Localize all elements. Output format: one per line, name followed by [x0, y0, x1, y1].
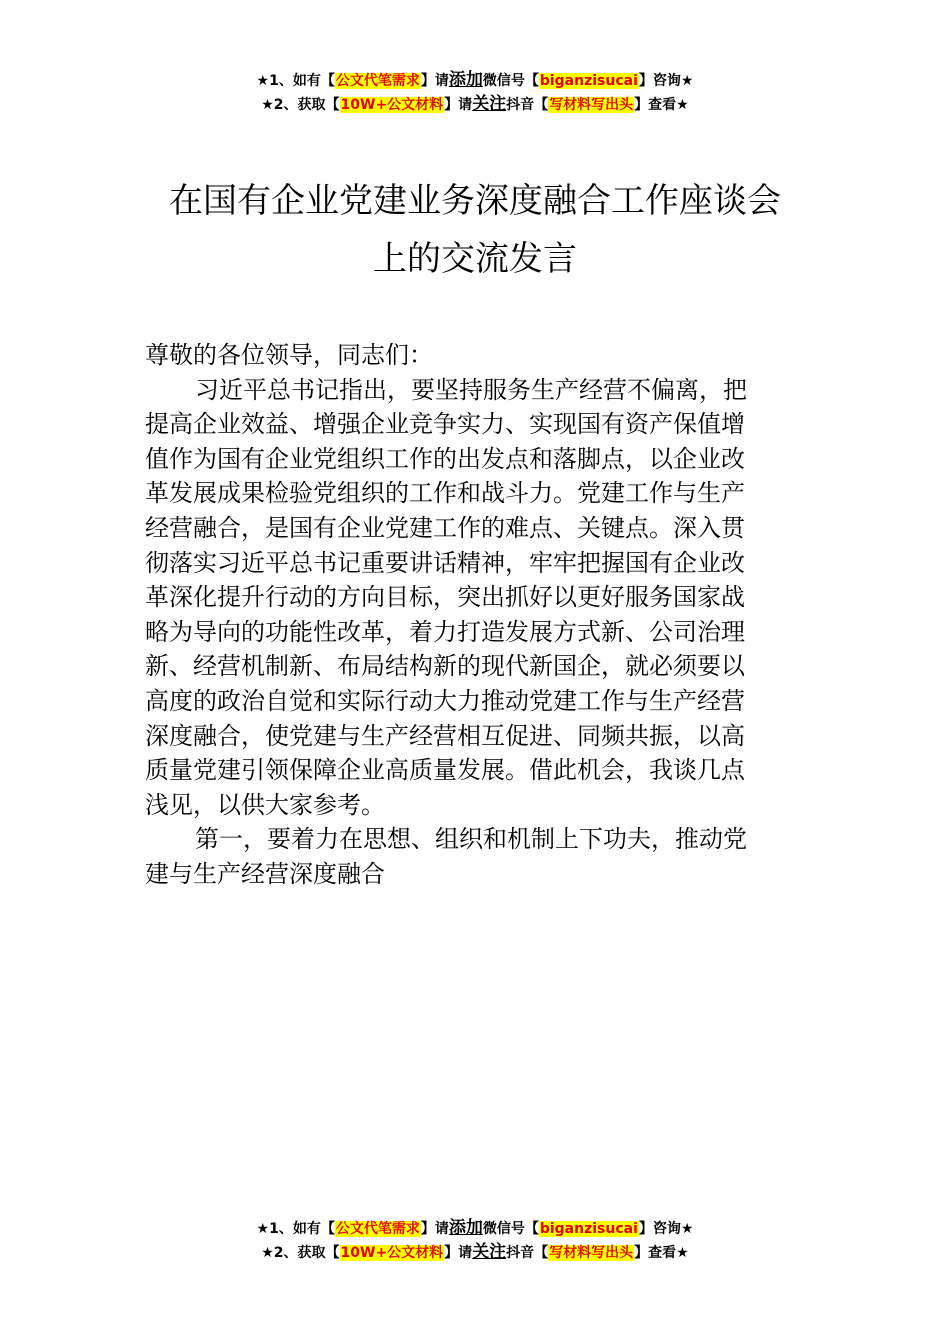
text-line: 习近平总书记指出，要坚持服务生产经营不偏离，把 — [195, 375, 747, 404]
header-promo-banner — [0, 69, 950, 117]
promo-line-2: ★2、获取【10W+公文材料】请关注抖音【写材料写出头】查看★ — [261, 94, 689, 114]
document-title — [120, 172, 830, 288]
text-line: 提高企业效益、增强企业竞争实力、实现国有资产保值增 — [145, 410, 745, 439]
text-line: 第一，要着力在思想、组织和机制上下功夫，推动党 — [195, 825, 747, 854]
text-line: 建与生产经营深度融合 — [145, 859, 385, 888]
title-line: 上的交流发言 — [373, 239, 577, 279]
salutation: 尊敬的各位领导，同志们： — [145, 341, 433, 369]
promo-line-1: ★1、如有【公文代笔需求】请添加微信号【biganzisucai】咨询★ — [256, 70, 694, 90]
document-body — [145, 338, 825, 892]
promo-line-2: ★2、获取【10W+公文材料】请关注抖音【写材料写出头】查看★ — [261, 1242, 689, 1262]
text-line: 高度的政治自觉和实际行动大力推动党建工作与生产经营 — [145, 686, 745, 715]
text-line: 经营融合，是国有企业党建工作的难点、关键点。深入贯 — [145, 513, 745, 542]
text-line: 质量党建引领保障企业高质量发展。借此机会，我谈几点 — [145, 756, 745, 785]
text-line: 略为导向的功能性改革，着力打造发展方式新、公司治理 — [145, 617, 745, 646]
douyin-id-highlight: 写材料写出头 — [549, 1245, 634, 1261]
promo-highlight: 公文代笔需求 — [335, 73, 420, 89]
text-line: 浅见，以供大家参考。 — [145, 790, 385, 819]
text-line: 革深化提升行动的方向目标，突出抓好以更好服务国家战 — [145, 583, 745, 612]
text-line: 值作为国有企业党组织工作的出发点和落脚点，以企业改 — [145, 444, 745, 473]
paragraph-1 — [145, 373, 825, 823]
text-line: 深度融合，使党建与生产经营相互促进、同频共振，以高 — [145, 721, 745, 750]
promo-line-1: ★1、如有【公文代笔需求】请添加微信号【biganzisucai】咨询★ — [256, 1218, 694, 1238]
wechat-id-highlight: biganzisucai — [539, 73, 638, 89]
text-line: 彻落实习近平总书记重要讲话精神，牢牢把握国有企业改 — [145, 548, 745, 577]
promo-highlight: 公文代笔需求 — [335, 1221, 420, 1237]
text-line: 革发展成果检验党组织的工作和战斗力。党建工作与生产 — [145, 479, 745, 508]
promo-highlight: 10W+公文材料 — [340, 97, 444, 113]
text-line: 新、经营机制新、布局结构新的现代新国企，就必须要以 — [145, 652, 745, 681]
promo-highlight: 10W+公文材料 — [340, 1245, 444, 1261]
section-heading-1 — [145, 822, 825, 891]
douyin-id-highlight: 写材料写出头 — [549, 97, 634, 113]
footer-promo-banner — [0, 1217, 950, 1265]
wechat-id-highlight: biganzisucai — [539, 1221, 638, 1237]
title-line: 在国有企业党建业务深度融合工作座谈会 — [169, 181, 781, 221]
